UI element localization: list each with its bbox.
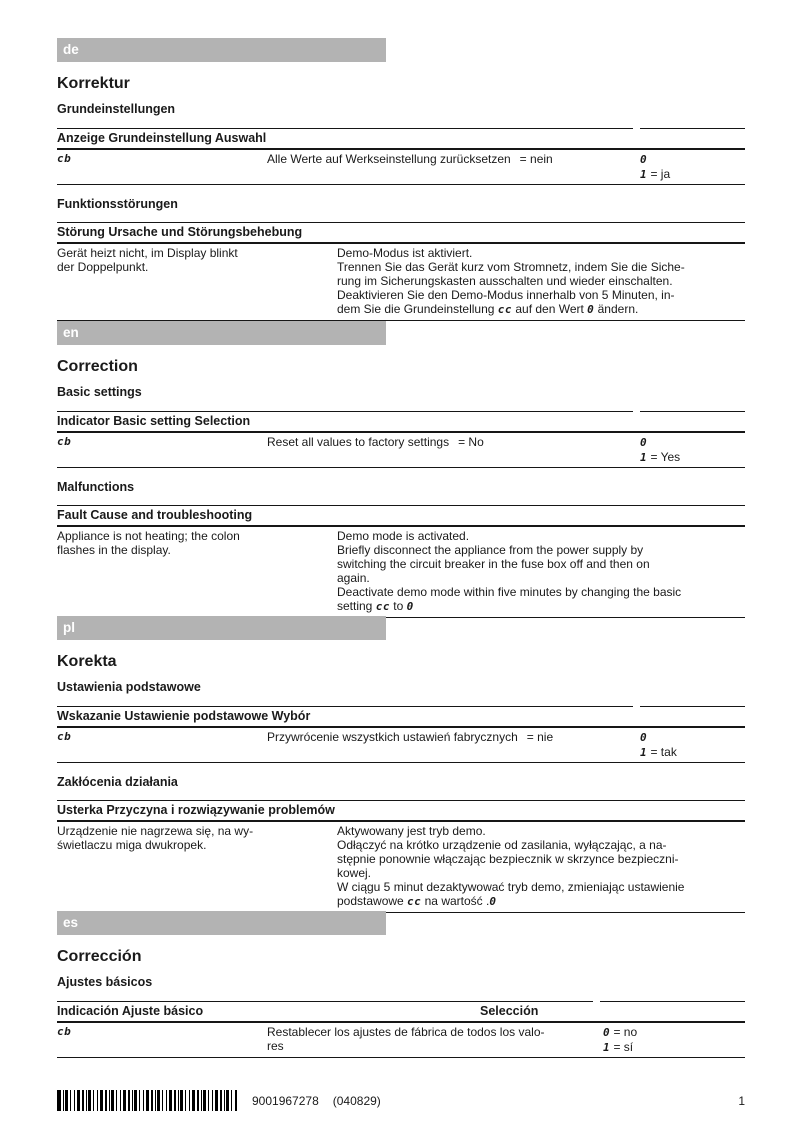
section-title: Correction	[57, 358, 138, 375]
selection-values	[640, 435, 745, 465]
remedy-line: rung im Sicherungskasten ausschalten und wieder einschalten.	[337, 274, 673, 288]
remedy-cell	[337, 246, 745, 317]
section-de	[57, 38, 745, 321]
faults-heading: Funktionsstörungen	[57, 197, 178, 211]
settings-heading: Ustawienia podstawowe	[57, 680, 201, 694]
table-header	[57, 1002, 745, 1021]
table-header-label: Anzeige Grundeinstellung Auswahl	[57, 131, 267, 145]
remedy-line: Demo mode is activated.	[337, 529, 470, 543]
section-pl	[57, 616, 745, 913]
table-header	[57, 223, 745, 242]
language-label: pl	[63, 620, 75, 635]
table-header-label: Usterka Przyczyna i rozwiązywanie problemów	[57, 803, 335, 817]
display-code: cb	[57, 1025, 72, 1038]
table-header	[57, 129, 745, 148]
faults-table	[57, 505, 745, 618]
remedy-line: Briefly disconnect the appliance from the power supply by	[337, 543, 644, 557]
remedy-line: Deactivate demo mode within five minutes by changing the basic	[337, 585, 682, 599]
display-code: cb	[57, 152, 72, 165]
language-label: de	[63, 42, 79, 57]
setting-text: Reset all values to factory settings	[267, 435, 450, 449]
setting-text-line: Restablecer los ajustes de fábrica de todos los valo-	[267, 1025, 545, 1039]
setting-value: 0	[489, 895, 497, 908]
table-bottom-rule	[57, 184, 745, 185]
basic-settings-table	[57, 411, 745, 468]
remedy-line: dem Sie die Grundeinstellung cc auf den Wert 0 ändern.	[337, 302, 639, 316]
remedy-line: Aktywowany jest tryb demo.	[337, 824, 486, 838]
remedy-line: Demo-Modus ist aktiviert.	[337, 246, 473, 260]
display-code: cb	[57, 730, 72, 743]
remedy-line: W ciągu 5 minut dezaktywować tryb demo, zmieniając ustawienie	[337, 880, 685, 894]
faults-heading: Malfunctions	[57, 480, 135, 494]
fault-line: Urządzenie nie nagrzewa się, na wy-	[57, 824, 254, 838]
setting-value: 0	[587, 303, 595, 316]
table-bottom-rule	[57, 1057, 745, 1058]
fault-line: świetlaczu miga dwukropek.	[57, 838, 207, 852]
fault-cell	[57, 246, 337, 317]
fault-line: flashes in the display.	[57, 543, 171, 557]
section-title: Korekta	[57, 653, 117, 670]
table-header	[57, 707, 745, 726]
fault-line: Gerät heizt nicht, im Display blinkt	[57, 246, 238, 260]
faults-table	[57, 222, 745, 321]
language-tag-bar	[57, 911, 386, 935]
setting-default: = nie	[526, 730, 554, 744]
language-tag-bar	[57, 616, 386, 640]
table-row	[57, 1023, 745, 1057]
setting-code: cc	[375, 600, 390, 613]
setting-code: cc	[497, 303, 513, 316]
setting-text: Alle Werte auf Werkseinstellung zurücksetzen	[267, 152, 511, 166]
table-row	[57, 433, 745, 467]
settings-heading: Ajustes básicos	[57, 975, 153, 989]
remedy-cell	[337, 824, 745, 909]
table-header-selection: Selección	[480, 1004, 539, 1018]
display-code: cb	[57, 435, 72, 448]
remedy-line: Deaktivieren Sie den Demo-Modus innerhalb von 5 Minuten, in-	[337, 288, 675, 302]
fault-cell	[57, 824, 337, 909]
table-row	[57, 150, 745, 184]
setting-description	[267, 1025, 603, 1055]
remedy-cell	[337, 529, 745, 614]
table-header	[57, 412, 745, 431]
remedy-line: stępnie ponownie włączając bezpiecznik w skrzynce bezpieczni-	[337, 852, 679, 866]
selection-values	[640, 152, 745, 182]
language-label: en	[63, 325, 79, 340]
selection-option: 0	[640, 153, 648, 166]
setting-default: = No	[458, 435, 484, 449]
language-label: es	[63, 915, 79, 930]
fault-cell	[57, 529, 337, 614]
setting-default: = nein	[519, 152, 553, 166]
selection-option: 0 = no	[603, 1025, 638, 1039]
settings-heading: Grundeinstellungen	[57, 102, 176, 116]
fault-line: der Doppelpunkt.	[57, 260, 149, 274]
remedy-line: setting cc to 0	[337, 599, 414, 613]
date-code: (040829)	[332, 1093, 381, 1108]
selection-option: 0	[640, 731, 648, 744]
table-header-label: Fault Cause and troubleshooting	[57, 508, 253, 522]
section-es	[57, 911, 745, 1058]
selection-option: 1 = sí	[603, 1040, 634, 1054]
table-header	[57, 801, 745, 820]
language-tag-bar	[57, 321, 386, 345]
table-header	[57, 506, 745, 525]
selection-values	[640, 730, 745, 760]
selection-option: 1 = tak	[640, 745, 677, 759]
setting-code: cc	[407, 895, 422, 908]
article-number: 9001967278	[252, 1093, 319, 1108]
remedy-line: kowej.	[337, 866, 372, 880]
faults-heading: Zakłócenia działania	[57, 775, 178, 789]
table-header-label: Indicator Basic setting Selection	[57, 414, 251, 428]
table-header-label: Störung Ursache und Störungsbehebung	[57, 225, 303, 239]
basic-settings-table	[57, 1001, 745, 1058]
setting-description	[267, 435, 640, 465]
table-bottom-rule	[57, 467, 745, 468]
table-bottom-rule	[57, 762, 745, 763]
remedy-line: Odłączyć na krótko urządzenie od zasilania, wyłączając, a na-	[337, 838, 667, 852]
selection-option: 0	[640, 436, 648, 449]
remedy-line: podstawowe cc na wartość .0	[337, 894, 497, 908]
section-title: Corrección	[57, 948, 142, 965]
remedy-line: Trennen Sie das Gerät kurz vom Stromnetz, indem Sie die Siche-	[337, 260, 685, 274]
section-title: Korrektur	[57, 75, 130, 92]
barcode	[57, 1090, 237, 1111]
selection-values	[603, 1025, 745, 1055]
table-row	[57, 728, 745, 762]
setting-description	[267, 152, 640, 182]
selection-option: 1 = ja	[640, 167, 671, 181]
basic-settings-table	[57, 128, 745, 185]
setting-description	[267, 730, 640, 760]
setting-value: 0	[406, 600, 414, 613]
selection-option: 1 = Yes	[640, 450, 681, 464]
remedy-line: again.	[337, 571, 370, 585]
table-header-label: Indicación Ajuste básico	[57, 1004, 204, 1018]
setting-text: Przywrócenie wszystkich ustawień fabrycznych	[267, 730, 518, 744]
page-number: 1	[738, 1093, 745, 1108]
section-en	[57, 321, 745, 618]
table-row	[57, 527, 745, 617]
page-footer	[57, 1090, 745, 1111]
fault-line: Appliance is not heating; the colon	[57, 529, 240, 543]
table-row	[57, 822, 745, 912]
remedy-line: switching the circuit breaker in the fuse box off and then on	[337, 557, 650, 571]
table-row	[57, 244, 745, 320]
faults-table	[57, 800, 745, 913]
settings-heading: Basic settings	[57, 385, 142, 399]
setting-text-line: res	[267, 1039, 284, 1053]
basic-settings-table	[57, 706, 745, 763]
table-header-label: Wskazanie Ustawienie podstawowe Wybór	[57, 709, 311, 723]
language-tag-bar	[57, 38, 386, 62]
